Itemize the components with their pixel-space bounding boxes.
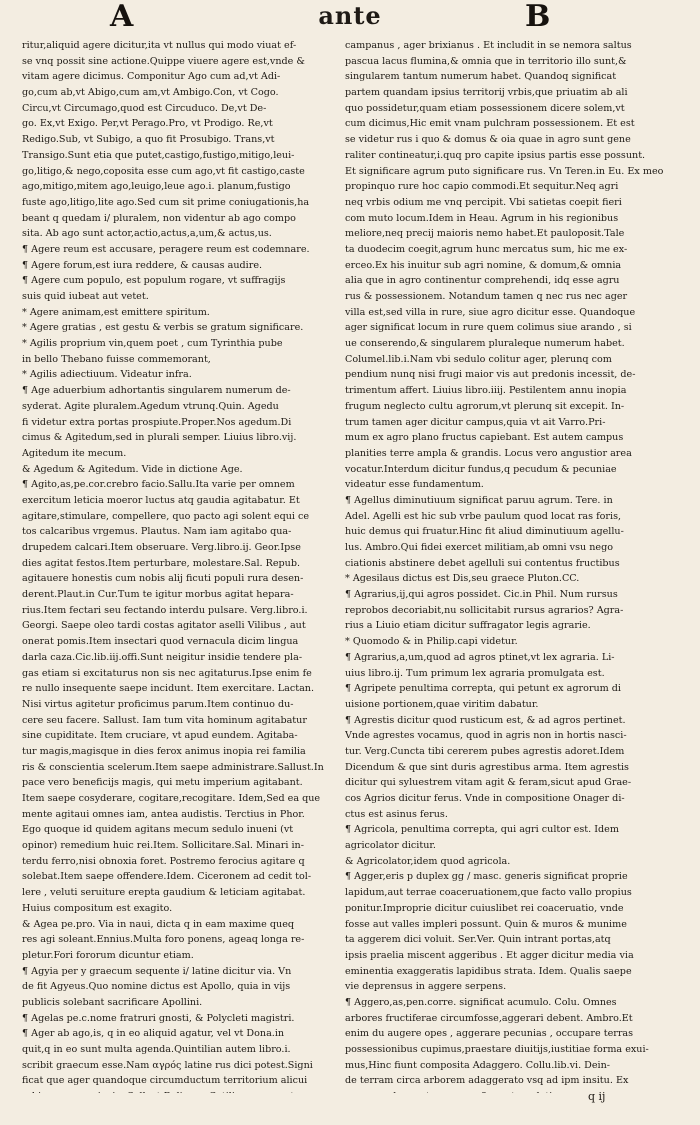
text-line: sine cupiditate. Item cruciare, vt apud eundem. Agitaba- (22, 730, 298, 742)
text-line: & Agricolator,idem quod agricola. (345, 855, 511, 867)
text-line: rius.Item fectari seu fectando interdu pulsare. Verg.libro.i. (22, 604, 308, 616)
text-line: de terram circa arborem adaggerato vsq ad ipm insitu. Ex (345, 1075, 629, 1087)
text-line: possessionibus cupimus,praestare diuitijs,iustitiae forma exui- (345, 1044, 649, 1055)
text-line: fosse aut valles impleri possunt. Quin & muros & munime (345, 918, 627, 930)
text-line: se vnq possit sine actione.Quippe viuere agere est,vnde & (22, 55, 305, 67)
text-line: ¶ Agger,eris p duplex gg / masc. generis significat proprie (345, 871, 628, 883)
text-line: quo possidetur,quam etiam possessionem dicere solem,vt (345, 102, 625, 114)
text-line: ponitur.Improprie dicitur cuiuslibet rei coaceruatio, vnde (345, 902, 624, 914)
text-line: & Agedum & Agitedum. Vide in dictione Age. (22, 463, 243, 475)
text-line: ritur,aliquid agere dicitur,ita vt nullus qui modo viuat ef- (22, 40, 297, 51)
text-line: arbores fructiferae circumfosse,aggerari debent. Ambro.Et (345, 1012, 633, 1024)
text-line: singularem tantum numerum habet. Quandoq significat (345, 71, 617, 83)
text-line: fuste ago,litigo,lite ago.Sed cum sit prime coniugationis,ha (22, 196, 310, 208)
text-line: suis quid iubeat aut vetet. (22, 291, 149, 302)
text-line: beant q quedam i/ pluralem, non videntur ab ago compo (22, 212, 296, 224)
text-line: mum ex agro plano fructus capiebant. Est autem campus (345, 432, 624, 444)
text-line: mus,Hinc fiunt composita Adaggero. Collu.lib.vi. Dein- (345, 1059, 611, 1071)
text-line: tos calcaribus vrgemus. Plautus. Nam iam agitabo qua- (22, 526, 292, 538)
text-line: pendium nunq nisi frugi maior vis aut predonis incessit, de- (345, 369, 636, 381)
signature-mark: q ij (588, 1090, 606, 1103)
text-line: dicitur qui syluestrem vitam agit & feram,sicut apud Grae- (345, 777, 632, 789)
text-line: ¶ Agrarius,a,um,quod ad agros ptinet,vt lex agraria. Li- (345, 651, 615, 663)
text-line: quit,q in eo sunt multa agenda.Quintilian autem libro.i. (22, 1044, 291, 1055)
right-text-column (345, 38, 668, 1093)
text-line: ¶ Ager ab ago,is, q in eo aliquid agatur, vel vt Dona.in (22, 1028, 285, 1040)
left-text-column (22, 38, 345, 1093)
text-line: ue conserendo,& singularem pluraleque numerum habet. (345, 338, 625, 350)
text-line: onerat pomis.Item insectari quod vernacula dicim lingua (22, 636, 299, 648)
text-line: derent.Plaut.in Cur.Tum te igitur morbus agitat hepara- (22, 589, 294, 601)
text-line: ¶ Agere cum populo, est populum rogare, vt suffragijs (22, 275, 286, 287)
text-line: pletur.Fori fororum dicuntur etiam. (22, 949, 194, 961)
text-line: re nullo insequente saepe incidunt. Item exercitare. Lactan. (22, 683, 315, 695)
text-line: go,cum ab,vt Abigo,cum am,vt Ambigo.Con, vt Cogo. (22, 87, 279, 99)
text-line: enim du augere opes , aggerare pecunias , occupare terras (345, 1028, 634, 1040)
text-line: scribit graecum esse.Nam αγρός latine rus dici potest.Signi (22, 1059, 313, 1071)
text-line: Nisi virtus agitetur proficimus parum.Item continuo du- (22, 698, 294, 710)
text-line: huic demus qui fruatur.Hinc fit aliud diminutiuum agellu- (345, 526, 624, 538)
text-line: raliter contineatur,i.quq pro capite ipsius partis esse possunt. (345, 149, 646, 161)
text-line: ¶ Age aduerbium adhortantis singularem numerum de- (22, 385, 291, 397)
text-line: * Agere animam,est emittere spiritum. (22, 306, 210, 318)
text-line (345, 1089, 668, 1093)
text-line: ¶ Agricola, penultima correpta, qui agri cultor est. Idem (345, 824, 619, 836)
text-line: villa est,sed villa in rure, siue agro dicitur esse. Quandoque (345, 306, 636, 318)
text-line: ¶ Agere forum,est iura reddere, & causas audire. (22, 259, 263, 271)
text-line: mente agitaui omnes iam, antea audistis. Terctius in Phor. (22, 808, 305, 820)
text-line: agitare,stimulare, compellere, quo pacto agi solent equi ce (22, 510, 310, 522)
text-line: Agitedum ite mecum. (22, 447, 127, 459)
text-line: rus & possessionem. Notandum tamen q nec rus nec ager (345, 291, 628, 302)
text-line: eminentia exaggeratis lapidibus strata. Idem. Qualis saepe (345, 965, 632, 977)
page-title: ante (318, 1, 382, 30)
text-line: ager significat locum in rure quem colimus siue arando , si (345, 322, 632, 334)
text-line: trimentum affert. Liuius libro.iiij. Pestilentem annu inopia (345, 385, 627, 397)
text-line: * Agere gratias , est gestu & verbis se gratum significare. (22, 322, 304, 334)
text-line: ¶ Agyia per y graecum sequente i/ latine dicitur via. Vn (22, 965, 292, 977)
header-initial-right: B (525, 0, 551, 34)
text-line: Dicendum & que sint duris agrestibus arma. Item agrestis (345, 761, 629, 773)
text-line: cere seu facere. Sallust. Iam tum vita hominum agitabatur (22, 714, 307, 726)
text-line: ris & conscientia scelerum.Item saepe administrare.Sallust.In (22, 761, 324, 773)
text-line: syderat. Agite pluralem.Agedum vtrunq.Quin. Agedu (22, 400, 279, 412)
text-line: ¶ Agrestis dicitur quod rusticum est, & ad agros pertinet. (345, 714, 626, 726)
text-line: Columel.lib.i.Nam vbi sedulo colitur ager, plerunq com (345, 353, 612, 365)
text-line: lere , veluti seruiture erepta gaudium & leticiam agitabat. (22, 887, 306, 899)
text-line: pascua lacus flumina,& omnia que in territorio illo sunt,& (345, 55, 627, 67)
text-line: ta duodecim coegit,agrum hunc mercatus sum, hic me ex- (345, 243, 628, 255)
text-line: Georgi. Saepe oleo tardi costas agitator aselli Vilibus , aut (22, 620, 306, 632)
text-line: Et significare agrum puto significare rus. Vn Teren.in Eu. Ex meo (345, 165, 664, 177)
text-line: * Agilis proprium vin,quem poet , cum Tyrinthia pube (22, 338, 283, 350)
text-line: vocatur.Interdum dicitur fundus,q pecudum & pecuniae (345, 463, 617, 475)
text-line: ¶ Agripete penultima correpta, qui petunt ex agrorum di (345, 683, 621, 695)
text-line: opinor) remedium huic rei.Item. Sollicitare.Sal. Minari in- (22, 840, 304, 852)
text-line: de fit Agyeus.Quo nomine dictus est Apollo, quia in vijs (22, 981, 291, 993)
text-line: se videtur rus i quo & domus & oia quae in agro sunt gene (345, 134, 631, 146)
text-line: Ego quoque id quidem agitans mecum sedulo inueni (vt (22, 824, 294, 836)
text-line: * Quomodo & in Philip.capi videtur. (345, 636, 518, 648)
text-line: alia que in agro continentur comprehendi, idq esse agru (345, 275, 620, 287)
text-line: darla caza.Cic.lib.iij.offi.Sunt neigitur insidie tendere pla- (22, 651, 303, 663)
text-line: lapidum,aut terrae coaceruationem,que facto vallo propius (345, 887, 632, 899)
text-line: Vnde agrestes vocamus, quod in agris non in hortis nasci- (345, 730, 627, 742)
text-line: cum dicimus,Hic emit vnam pulchram possessionem. Et est (345, 118, 635, 130)
header-initial-left: A (110, 0, 134, 34)
text-line: dies agitat festos.Item perturbare, molestare.Sal. Repub. (22, 557, 301, 569)
text-line: fi videtur extra portas prospiute.Proper.Nos agedum.Di (22, 416, 292, 428)
text-line: Item saepe cosyderare, cogitare,recogitare. Idem,Sed ea que (22, 793, 321, 804)
text-line: trum tamen ager dicitur campus,quia vt ait Varro.Pri- (345, 416, 606, 428)
text-line: Transigo.Sunt etia que putet,castigo,fustigo,mitigo,leui- (22, 149, 295, 161)
text-line: res agi soleant.Ennius.Multa foro ponens, ageaq longa re- (22, 934, 305, 946)
text-line: Huius compositum est exagito. (22, 902, 173, 914)
text-line: ¶ Agere reum est accusare, peragere reum est codemnare. (22, 243, 310, 255)
text-line: propinquo rure hoc capio commodi.Et sequitur.Neq agri (345, 181, 619, 193)
text-line: partem quandam ipsius territorij vrbis,que priuatim ab ali (345, 87, 628, 99)
text-line: terdu ferro,nisi obnoxia foret. Postremo ferocius agitare q (22, 855, 305, 867)
text-line (22, 1089, 345, 1093)
text-line: vitam agere dicimus. Componitur Ago cum ad,vt Adi- (22, 71, 281, 83)
text-line: in bello Thebano fuisse commemorant, (22, 353, 211, 365)
text-line: com muto locum.Idem in Heau. Agrum in his regionibus (345, 212, 619, 224)
text-line: ¶ Agrarius,ij,qui agros possidet. Cic.in Phil. Num rursus (345, 589, 618, 601)
text-line: publicis solebant sacrificare Apollini. (22, 996, 203, 1008)
text-line: Circu,vt Circumago,quod est Circuduco. De,vt De- (22, 102, 267, 114)
text-line: cos Agrios dicitur ferus. Vnde in compositione Onager di- (345, 793, 625, 804)
text-line: go. Ex,vt Exigo. Per,vt Perago.Pro, vt Prodigo. Re,vt (22, 118, 273, 130)
text-line: uisione portionem,quae viritim dabatur. (345, 698, 539, 710)
text-line: ficat que ager quandoque circumductum territorium alicui (22, 1075, 308, 1087)
text-line: ¶ Agellus diminutiuum significat paruu agrum. Tere. in (345, 494, 613, 506)
text-line: solebat.Item saepe offendere.Idem. Ciceronem ad cedit tol- (22, 871, 312, 883)
text-line: Redigo.Sub, vt Subigo, a quo fit Prosubigo. Trans,vt (22, 134, 275, 146)
text-line: gas etiam si excitaturus non sis nec agitaturus.Ipse enim fe (22, 667, 312, 679)
text-line: ta aggerem dici voluit. Ser.Ver. Quin intrant portas,atq (345, 934, 611, 946)
text-line: vie deprensus in aggere serpens. (345, 981, 507, 993)
text-line: ¶ Aggero,as,pen.corre. significat acumulo. Colu. Omnes (345, 996, 617, 1008)
text-line: videatur esse fundamentum. (345, 479, 484, 491)
text-line: tur. Verg.Cuncta tibi cererem pubes agrestis adoret.Idem (345, 745, 625, 757)
text-line: drupedem calcari.Item obseruare. Verg.libro.ij. Geor.Ipse (22, 542, 301, 553)
text-line: ctus est asinus ferus. (345, 808, 448, 820)
text-line: reprobos decoriabit,nu sollicitabit rursus agrarios? Agra- (345, 604, 624, 616)
text-line: sita. Ab ago sunt actor,actio,actus,a,um,& actus,us. (22, 228, 272, 240)
text-line: cimus & Agitedum,sed in plurali semper. Liuius libro.vij. (22, 432, 297, 444)
text-line: exercitum leticia moeror luctus atq gaudia agitabatur. Et (22, 494, 300, 506)
text-line: Adel. Agelli est hic sub vrbe paulum quod locat ras foris, (345, 510, 622, 522)
text-line: ¶ Agelas pe.c.nome fratruri gnosti, & Polycleti magistri. (22, 1012, 295, 1024)
text-line: uius libro.ij. Tum primum lex agraria promulgata est. (345, 667, 605, 679)
text-line: neq vrbis odium me vnq percipit. Vbi satietas coepit fieri (345, 196, 622, 208)
text-line: * Agesilaus dictus est Dis,seu graece Pluton.CC. (345, 573, 580, 585)
text-line: ¶ Agito,as,pe.cor.crebro facio.Sallu.Ita varie per omnem (22, 479, 295, 491)
text-line: agricolator dicitur. (345, 840, 436, 852)
text-line: tur magis,magisque in dies ferox animus inopia rei familia (22, 745, 306, 757)
text-line: meliore,neq precij maioris nemo habet.Et pauloposit.Tale (345, 228, 625, 240)
text-line: & Agea pe.pro. Via in naui, dicta q in eam maxime queq (22, 918, 295, 930)
text-line: lus. Ambro.Qui fidei exercet militiam,ab omni vsu nego (345, 542, 614, 553)
text-line: pace vero beneficijs magis, qui metu imperium agitabant. (22, 777, 303, 789)
text-line: erceo.Ex his inuitur sub agri nomine, & domum,& omnia (345, 259, 622, 271)
text-line: ciationis abstinere debet agelluli sui contentus fructibus (345, 557, 620, 569)
text-line: frugum neglecto cultu agrorum,vt plerunq sit excepit. In- (345, 400, 625, 412)
text-line: * Agilis adiectiuum. Videatur infra. (22, 369, 192, 381)
text-line: rius a Liuio etiam dicitur suffragator legis agrarie. (345, 620, 591, 632)
text-line: agitauere honestis cum nobis alij ficuti populi rura desen- (22, 573, 304, 585)
text-line: ipsis praelia miscent aggeribus . Et agger dicitur media via (345, 949, 634, 961)
text-line: ago,mitigo,mitem ago,leuigo,leue ago.i. planum,fustigo (22, 181, 291, 193)
text-line: planities terre ampla & grandis. Locus vero angustior area (345, 447, 632, 459)
text-line: go,litigo,& nego,coposita esse cum ago,vt fit castigo,caste (22, 165, 305, 177)
text-line: campanus , ager brixianus . Et includit in se nemora saltus (345, 40, 632, 51)
